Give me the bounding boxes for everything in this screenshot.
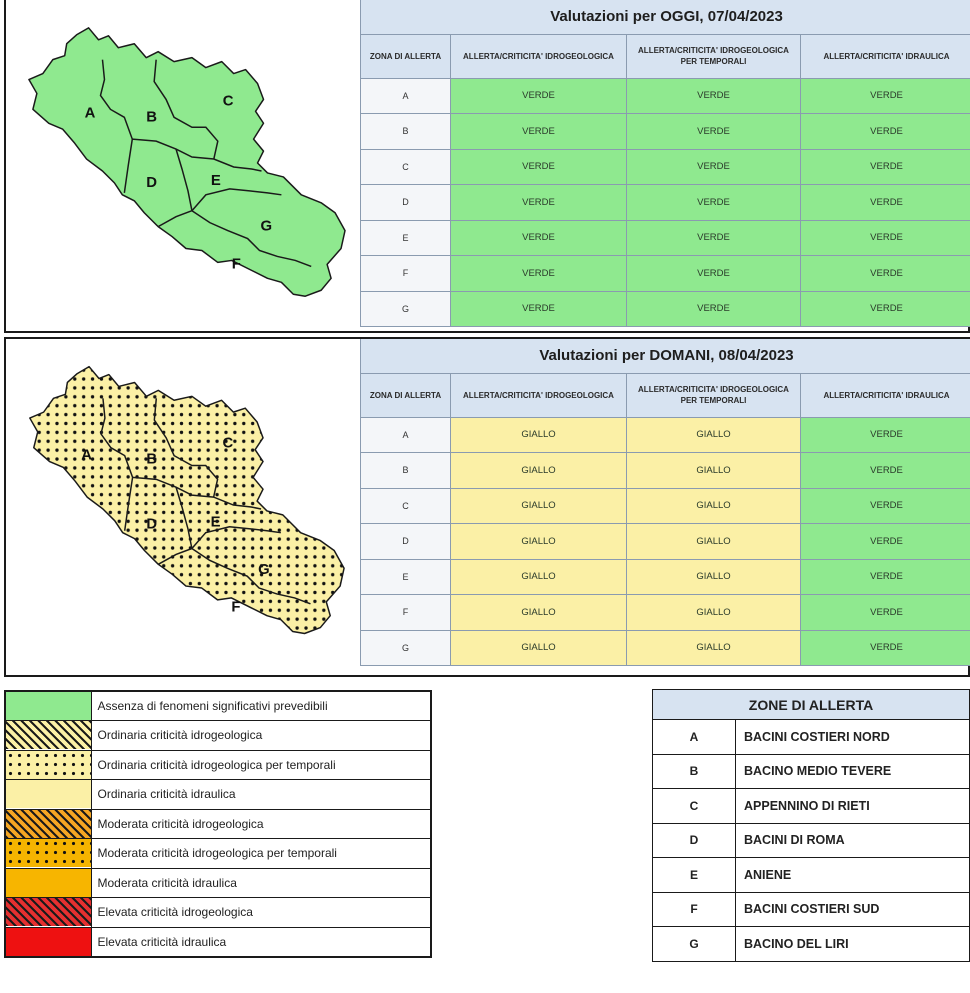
value-cell: VERDE	[451, 185, 627, 221]
value-cell: VERDE	[801, 595, 970, 631]
value-cell: GIALLO	[627, 417, 801, 453]
header-zona: ZONA DI ALLERTA	[361, 34, 451, 78]
legend-row	[5, 868, 431, 898]
zone-cell: C	[361, 149, 451, 185]
legend-row	[5, 927, 431, 957]
table-row	[361, 149, 970, 185]
value-cell: GIALLO	[451, 488, 627, 524]
zone-cell: C	[361, 488, 451, 524]
map-label-b: B	[146, 451, 158, 468]
today-alert-table	[360, 0, 970, 327]
zone-letter: C	[653, 789, 736, 824]
map-label-g: G	[258, 562, 270, 579]
value-cell: VERDE	[801, 630, 970, 666]
table-row	[361, 256, 970, 292]
value-cell: VERDE	[451, 149, 627, 185]
zone-row	[653, 927, 970, 962]
zone-cell: E	[361, 559, 451, 595]
value-cell: VERDE	[627, 149, 801, 185]
table-row	[361, 453, 970, 489]
value-cell: VERDE	[801, 488, 970, 524]
zone-cell: B	[361, 114, 451, 150]
zone-row	[653, 823, 970, 858]
legend-row	[5, 780, 431, 810]
tomorrow-alert-table	[360, 339, 970, 666]
legend-swatch	[6, 751, 91, 779]
value-cell: VERDE	[801, 417, 970, 453]
value-cell: GIALLO	[627, 488, 801, 524]
zone-row	[653, 892, 970, 927]
value-cell: VERDE	[451, 78, 627, 114]
zone-row	[653, 789, 970, 824]
value-cell: GIALLO	[627, 630, 801, 666]
today-panel	[4, 0, 970, 333]
value-cell: GIALLO	[627, 559, 801, 595]
map-label-e: E	[210, 514, 221, 531]
zone-cell: F	[361, 256, 451, 292]
legend-swatch	[6, 898, 91, 926]
legend-swatch	[6, 721, 91, 749]
legend-swatch	[6, 869, 91, 897]
value-cell: GIALLO	[451, 595, 627, 631]
value-cell: VERDE	[451, 220, 627, 256]
legend-label: Assenza di fenomeni significativi prevedibili	[91, 691, 431, 721]
zone-name: BACINO MEDIO TEVERE	[736, 754, 970, 789]
legend-label: Elevata criticità idrogeologica	[91, 898, 431, 928]
map-label-g: G	[260, 218, 273, 235]
zone-cell: D	[361, 524, 451, 560]
zone-name: BACINI DI ROMA	[736, 823, 970, 858]
legend-row	[5, 898, 431, 928]
legend-label: Ordinaria criticità idrogeologica	[91, 721, 431, 751]
value-cell: GIALLO	[451, 559, 627, 595]
legend-swatch	[6, 839, 91, 867]
zone-cell: E	[361, 220, 451, 256]
value-cell: VERDE	[801, 114, 970, 150]
map-label-c: C	[222, 435, 234, 452]
value-cell: GIALLO	[627, 453, 801, 489]
header-idrogeologica: ALLERTA/CRITICITA' IDROGEOLOGICA	[451, 373, 627, 417]
legend-row	[5, 721, 431, 751]
table-row	[361, 78, 970, 114]
zones-table	[652, 689, 970, 962]
zone-name: ANIENE	[736, 858, 970, 893]
value-cell: GIALLO	[451, 524, 627, 560]
value-cell: VERDE	[801, 453, 970, 489]
map-label-c: C	[222, 93, 234, 110]
map-label-f: F	[231, 256, 241, 273]
zone-letter: G	[653, 927, 736, 962]
map-label-e: E	[210, 172, 221, 189]
zone-cell: G	[361, 630, 451, 666]
header-zona: ZONA DI ALLERTA	[361, 373, 451, 417]
table-row	[361, 114, 970, 150]
table-row	[361, 559, 970, 595]
lazio-map-tomorrow	[6, 339, 358, 675]
legend-row	[5, 750, 431, 780]
value-cell: GIALLO	[627, 595, 801, 631]
tomorrow-panel	[4, 337, 970, 677]
value-cell: VERDE	[801, 149, 970, 185]
value-cell: VERDE	[627, 78, 801, 114]
map-label-b: B	[146, 109, 157, 126]
zone-cell: D	[361, 185, 451, 221]
value-cell: VERDE	[801, 256, 970, 292]
legend-label: Moderata criticità idrogeologica per temporali	[91, 839, 431, 869]
header-idraulica: ALLERTA/CRITICITA' IDRAULICA	[801, 34, 970, 78]
legend-swatch	[6, 810, 91, 838]
legend-label: Ordinaria criticità idraulica	[91, 780, 431, 810]
value-cell: VERDE	[801, 185, 970, 221]
legend-label: Moderata criticità idrogeologica	[91, 809, 431, 839]
value-cell: VERDE	[451, 256, 627, 292]
zone-letter: E	[653, 858, 736, 893]
value-cell: VERDE	[627, 185, 801, 221]
map-label-a: A	[81, 447, 92, 464]
zone-cell: A	[361, 417, 451, 453]
legend-swatch	[6, 928, 91, 956]
zone-row	[653, 754, 970, 789]
zone-name: BACINO DEL LIRI	[736, 927, 970, 962]
header-idraulica: ALLERTA/CRITICITA' IDRAULICA	[801, 373, 970, 417]
value-cell: VERDE	[451, 291, 627, 327]
map-label-d: D	[146, 516, 158, 533]
value-cell: VERDE	[801, 220, 970, 256]
zone-cell: A	[361, 78, 451, 114]
value-cell: VERDE	[627, 256, 801, 292]
legend-label: Elevata criticità idraulica	[91, 927, 431, 957]
tomorrow-title: Valutazioni per DOMANI, 08/04/2023	[361, 339, 970, 373]
legend-row	[5, 809, 431, 839]
table-row	[361, 595, 970, 631]
value-cell: VERDE	[627, 220, 801, 256]
table-row	[361, 488, 970, 524]
legend-label: Moderata criticità idraulica	[91, 868, 431, 898]
value-cell: VERDE	[801, 291, 970, 327]
zones-title: ZONE DI ALLERTA	[653, 690, 970, 720]
value-cell: VERDE	[451, 114, 627, 150]
value-cell: GIALLO	[627, 524, 801, 560]
value-cell: VERDE	[627, 114, 801, 150]
header-idrogeologica: ALLERTA/CRITICITA' IDROGEOLOGICA	[451, 34, 627, 78]
map-label-f: F	[231, 599, 241, 616]
zone-cell: B	[361, 453, 451, 489]
today-title: Valutazioni per OGGI, 07/04/2023	[361, 0, 970, 34]
zone-letter: D	[653, 823, 736, 858]
table-row	[361, 630, 970, 666]
lazio-map-today	[6, 0, 358, 331]
zone-letter: A	[653, 720, 736, 755]
legend-label: Ordinaria criticità idrogeologica per temporali	[91, 750, 431, 780]
table-row	[361, 291, 970, 327]
zone-row	[653, 720, 970, 755]
value-cell: VERDE	[801, 78, 970, 114]
value-cell: GIALLO	[451, 417, 627, 453]
legend-swatch	[6, 692, 91, 720]
value-cell: VERDE	[801, 524, 970, 560]
legend-row	[5, 691, 431, 721]
zone-letter: F	[653, 892, 736, 927]
zone-name: BACINI COSTIERI SUD	[736, 892, 970, 927]
map-label-d: D	[146, 174, 157, 191]
value-cell: GIALLO	[451, 453, 627, 489]
zone-row	[653, 858, 970, 893]
map-label-a: A	[84, 105, 96, 122]
value-cell: GIALLO	[451, 630, 627, 666]
value-cell: VERDE	[801, 559, 970, 595]
zone-cell: G	[361, 291, 451, 327]
table-row	[361, 185, 970, 221]
zone-cell: F	[361, 595, 451, 631]
header-temporali: ALLERTA/CRITICITA' IDROGEOLOGICA PER TEMPORALI	[627, 34, 801, 78]
zone-name: APPENNINO DI RIETI	[736, 789, 970, 824]
table-row	[361, 220, 970, 256]
legend-row	[5, 839, 431, 869]
table-row	[361, 417, 970, 453]
zone-name: BACINI COSTIERI NORD	[736, 720, 970, 755]
table-row	[361, 524, 970, 560]
value-cell: VERDE	[627, 291, 801, 327]
legend-swatch	[6, 780, 91, 808]
legend-table	[4, 690, 432, 958]
header-temporali: ALLERTA/CRITICITA' IDROGEOLOGICA PER TEMPORALI	[627, 373, 801, 417]
zone-letter: B	[653, 754, 736, 789]
